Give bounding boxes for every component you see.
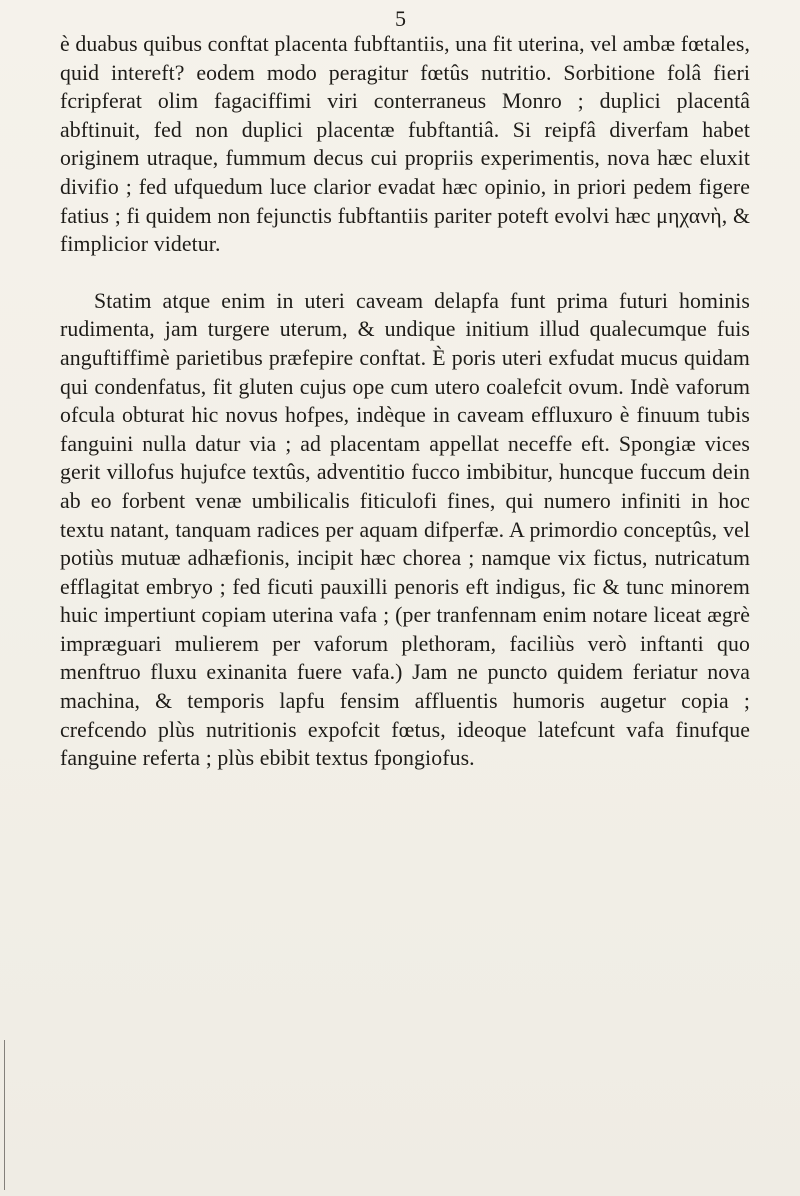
body-text (60, 30, 750, 773)
binding-edge-line (4, 1040, 5, 1190)
page-number: 5 (395, 6, 406, 31)
paragraph-2: Statim atque enim in uteri caveam delapfa funt prima futuri hominis rudimenta, jam turgere uterum, & undique initium illud qualecumque fuis anguftiffimè parietibus præfepire conftat. È poris uteri exfudat mucus quidam qui condenfatus, fit gluten cujus ope cum utero coalefcit ovum. Indè vaforum ofcula obturat hic novus hofpes, indèque in caveam effluxuro è finuum tubis fanguini nulla datur via ; ad placentam appellat neceffe eft. Spongiæ vices gerit villofus hujufce textûs, adventitio fucco imbibitur, huncque fuccum dein ab eo forbent venæ umbilicalis fiticulofi fines, qui numero infiniti in hoc textu natant, tanquam radices per aquam difperfæ. A primordio conceptûs, vel potiùs mutuæ adhæfionis, incipit hæc chorea ; namque vix fictus, nutricatum efflagitat embryo ; fed ficuti pauxilli penoris eft indigus, fic & tunc minorem huic impertiunt copiam uterina vafa ; (per tranfennam enim notare liceat ægrè impræguari mulierem per vaforum plethoram, faciliùs verò inftanti quo menftruo fluxu exinanita fuere vafa.) Jam ne puncto quidem feriatur nova machina, & temporis lapfu fensim affluentis humoris augetur copia ; crefcendo plùs nutritionis expofcit fœtus, ideoque latefcunt vafa finufque fanguine referta ; plùs ebibit textus fpongiofus. (60, 288, 750, 771)
paragraph-1: è duabus quibus conftat placenta fubftantiis, una fit uterina, vel ambæ fœtales, quid intereft? eodem modo peragitur fœtûs nutritio. Sorbitione folâ fieri fcripferat olim fagaciffimi viri conterraneus Monro ; duplici placentâ abftinuit, fed non duplici placentæ fubftantiâ. Si reipfâ diverfam habet originem utraque, fummum decus cui propriis experimentis, nova hæc eluxit divifio ; fed ufquedum luce clarior evadat hæc opinio, in priori pedem figere fatius ; fi quidem non fejunctis fubftantiis pariter poteft evolvi hæc μηχανὴ, & fimplicior videtur. (60, 32, 750, 257)
